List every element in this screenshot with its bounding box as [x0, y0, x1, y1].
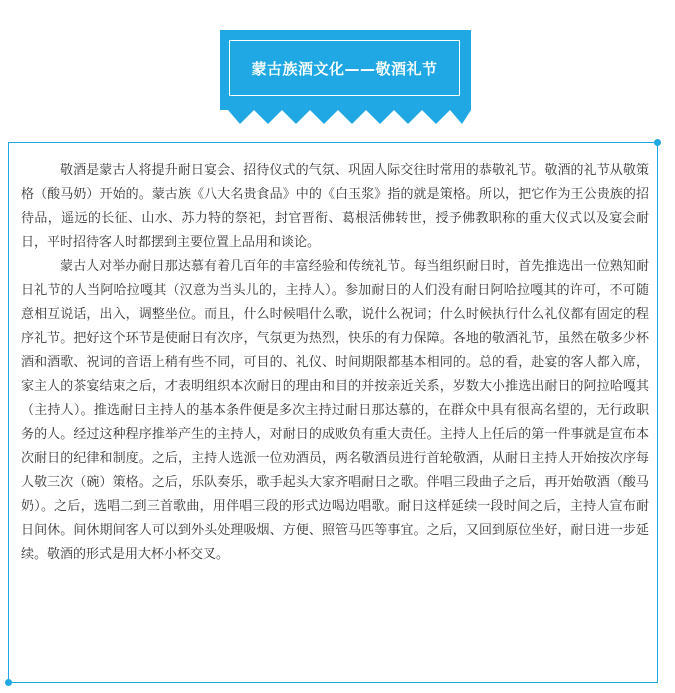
article-paragraph: 敬酒是蒙古人将提升耐日宴会、招待仪式的气氛、巩固人际交往时常用的恭敬礼节。敬酒的礼节从敬策格（酸马奶）开始的。蒙古族《八大名贵食品》中的《白玉浆》指的就是策格。所以，把它作为王公贵族的招待品，遥远的长征、山水、苏力特的祭祀，封官晋衔、葛根活佛转世，授予佛教职称的重大仪式以及宴会耐日，平时招待客人时都摆到主要位置上品用和谈论。	[21, 163, 649, 250]
title-frame	[229, 40, 460, 96]
article-body	[21, 159, 649, 567]
title-banner	[220, 30, 471, 106]
corner-dot	[654, 139, 661, 146]
page-title: 蒙古族酒文化——敬酒礼节	[251, 59, 438, 78]
banner-zigzag-edge	[220, 106, 471, 124]
article-box	[8, 142, 658, 683]
article-paragraph: 蒙古人对举办耐日那达慕有着几百年的丰富经验和传统礼节。每当组织耐日时，首先推选出一位熟知耐日礼节的人当阿哈拉嘎其（汉意为当头儿的，主持人）。参加耐日的人们没有耐日阿哈拉嘎其的许可，不可随意相互说话，出入，调整坐位。而且，什么时候唱什么歌，说什么祝词；什么时候执行什么礼仪都有固定的程序礼节。把好这个环节是使耐日有次序，气氛更为热烈，快乐的有力保障。各地的敬酒礼节，虽然在敬多少杯酒和酒歌、祝词的音语上稍有些不同，可目的、礼仪、时间期限都基本相同的。总的看，赴宴的客人都入席，家主人的茶宴结束之后，才表明组织本次耐日的理由和目的并按亲近关系，岁数大小推选出耐日的阿拉哈嘎其（主持人）。推选耐日主持人的基本条件便是多次主持过耐日那达慕的，在群众中具有很高名望的，无行政职务的人。经过这种程序推举产生的主持人，对耐日的成败负有重大责任。主持人上任后的第一件事就是宣布本次耐日的纪律和制度。之后，主持人选派一位劝酒员，两名敬酒员进行首轮敬酒，从耐日主持人开始按次序每人敬三次（碗）策格。之后，乐队奏乐，歌手起头大家齐唱耐日之歌。伴唱三段曲子之后，再开始敬酒（酸马奶）。之后，选唱二到三首歌曲，用伴唱三段的形式边喝边唱歌。耐日这样延续一段时间之后，主持人宣布耐日间休。间休期间客人可以到外头处理吸烟、方便、照管马匹等事宜。之后，又回到原位坐好，耐日进一步延续。敬酒的形式是用大杯小杯交叉。	[21, 259, 649, 562]
corner-dot	[5, 679, 12, 686]
